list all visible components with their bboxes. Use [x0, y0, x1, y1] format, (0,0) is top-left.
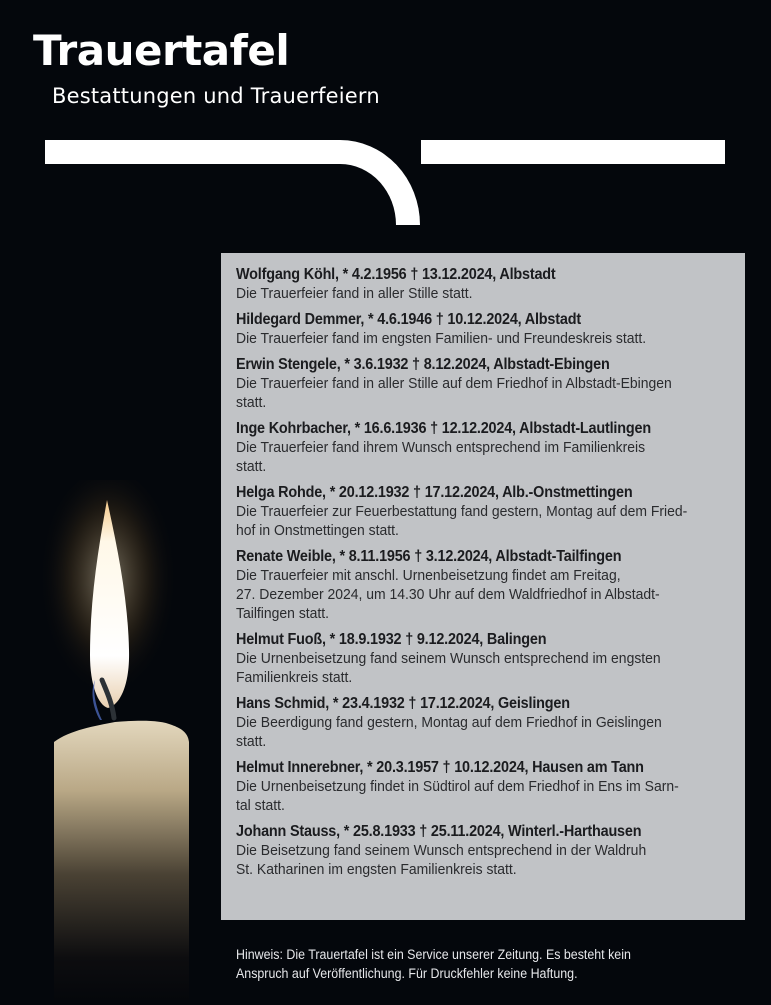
- list-item: [236, 265, 735, 303]
- entry-line: statt.: [236, 394, 267, 411]
- decorative-bar-right: [421, 140, 725, 164]
- entry-heading: Renate Weible, * 8.11.1956 † 3.12.2024, Albstadt-Tailfingen: [236, 548, 622, 565]
- list-item: [236, 355, 735, 412]
- decorative-bar-left: [45, 140, 340, 164]
- entry-heading: Inge Kohrbacher, * 16.6.1936 † 12.12.2024, Albstadt-Lautlingen: [236, 420, 651, 437]
- entry-heading: Helmut Fuoß, * 18.9.1932 † 9.12.2024, Balingen: [236, 631, 547, 648]
- entry-line: Die Beerdigung fand gestern, Montag auf dem Friedhof in Geislingen: [236, 714, 662, 731]
- entry-line: Die Trauerfeier fand ihrem Wunsch entsprechend im Familienkreis: [236, 439, 646, 456]
- entry-text: [236, 566, 733, 623]
- entry-text: [236, 284, 733, 303]
- notice-line: Hinweis: Die Trauertafel ist ein Service unserer Zeitung. Es besteht kein: [236, 947, 631, 962]
- entry-line: statt.: [236, 458, 267, 475]
- entry-heading: Wolfgang Köhl, * 4.2.1956 † 13.12.2024, Albstadt: [236, 266, 556, 283]
- entry-text: [236, 374, 733, 412]
- list-item: [236, 483, 735, 540]
- entry-line: Die Trauerfeier fand in aller Stille statt.: [236, 285, 473, 302]
- entry-line: 27. Dezember 2024, um 14.30 Uhr auf dem Waldfriedhof in Albstadt-: [236, 586, 660, 603]
- notice-line: Anspruch auf Veröffentlichung. Für Druckfehler keine Haftung.: [236, 966, 578, 981]
- entry-heading: Hildegard Demmer, * 4.6.1946 † 10.12.2024, Albstadt: [236, 311, 581, 328]
- list-item: [236, 310, 735, 348]
- entry-line: hof in Onstmettingen statt.: [236, 522, 399, 539]
- obituary-list: [221, 253, 745, 920]
- entry-line: Tailfingen statt.: [236, 605, 330, 622]
- entry-line: Die Urnenbeisetzung findet in Südtirol auf dem Friedhof in Ens im Sarn-: [236, 778, 679, 795]
- entry-text: [236, 777, 733, 815]
- entry-text: [236, 649, 733, 687]
- list-item: [236, 694, 735, 751]
- candle-image: [40, 480, 220, 1000]
- entry-text: [236, 713, 733, 751]
- entry-text: [236, 841, 733, 879]
- entry-line: Die Beisetzung fand seinem Wunsch entsprechend in der Waldruh: [236, 842, 647, 859]
- entry-heading: Helga Rohde, * 20.12.1932 † 17.12.2024, Alb.-Onstmettingen: [236, 484, 633, 501]
- page-subtitle: Bestattungen und Trauerfeiern: [52, 84, 380, 108]
- decorative-bar-curve: [316, 140, 420, 225]
- entry-line: Die Urnenbeisetzung fand seinem Wunsch entsprechend im engsten: [236, 650, 661, 667]
- entry-heading: Helmut Innerebner, * 20.3.1957 † 10.12.2024, Hausen am Tann: [236, 759, 644, 776]
- entry-text: [236, 329, 733, 348]
- candle-icon: [40, 480, 220, 1000]
- entry-text: [236, 502, 733, 540]
- entry-heading: Erwin Stengele, * 3.6.1932 † 8.12.2024, Albstadt-Ebingen: [236, 356, 610, 373]
- entry-line: Die Trauerfeier mit anschl. Urnenbeisetzung findet am Freitag,: [236, 567, 621, 584]
- entry-line: Die Trauerfeier zur Feuerbestattung fand gestern, Montag auf dem Fried-: [236, 503, 688, 520]
- entry-line: Die Trauerfeier fand in aller Stille auf dem Friedhof in Albstadt-Ebingen: [236, 375, 672, 392]
- entry-line: tal statt.: [236, 797, 285, 814]
- page-title: Trauertafel: [33, 26, 290, 75]
- entry-text: [236, 438, 733, 476]
- list-item: [236, 547, 735, 623]
- entry-heading: Johann Stauss, * 25.8.1933 † 25.11.2024, Winterl.-Harthausen: [236, 823, 642, 840]
- entry-line: Familienkreis statt.: [236, 669, 353, 686]
- list-item: [236, 630, 735, 687]
- list-item: [236, 758, 735, 815]
- list-item: [236, 419, 735, 476]
- entry-line: Die Trauerfeier fand im engsten Familien- und Freundeskreis statt.: [236, 330, 647, 347]
- entry-line: St. Katharinen im engsten Familienkreis statt.: [236, 861, 517, 878]
- entry-line: statt.: [236, 733, 267, 750]
- entry-heading: Hans Schmid, * 23.4.1932 † 17.12.2024, Geislingen: [236, 695, 570, 712]
- list-item: [236, 822, 735, 879]
- disclaimer-notice: [236, 945, 696, 983]
